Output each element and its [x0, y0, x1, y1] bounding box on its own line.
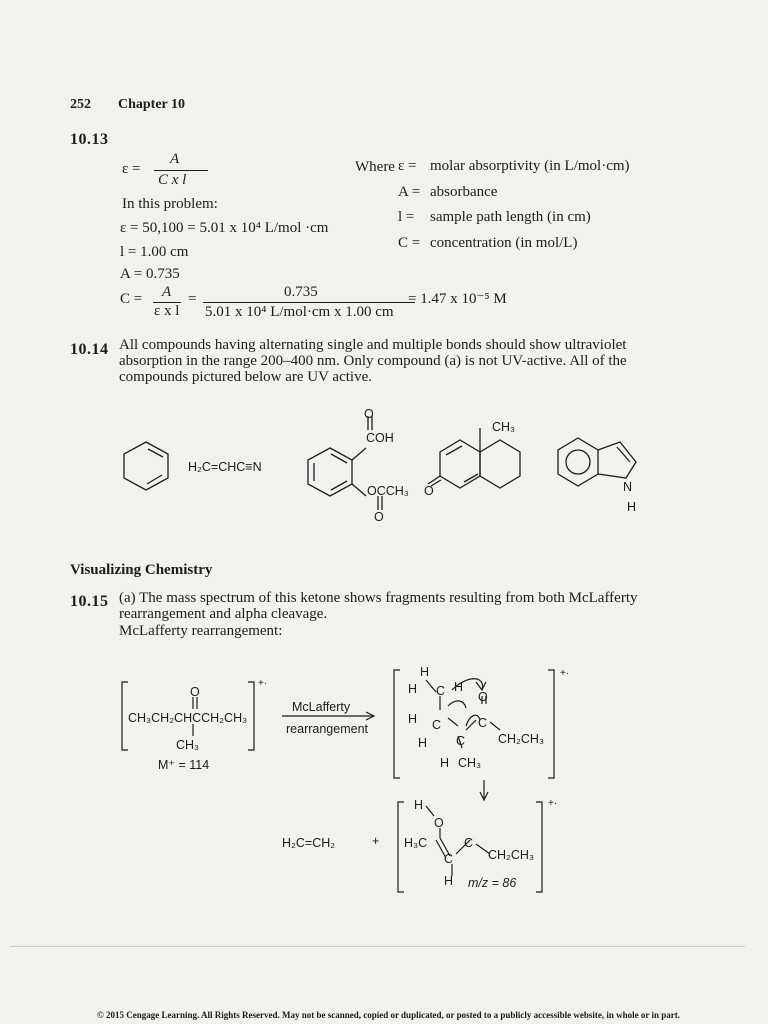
- intermediate-h: H: [408, 712, 418, 726]
- bicyclic-ketone-structure: [428, 428, 520, 488]
- fraction-denominator: C x l: [158, 172, 187, 188]
- product-charge: +·: [548, 798, 558, 809]
- page-number: 252: [70, 97, 91, 112]
- intermediate-o: O: [478, 690, 488, 704]
- fraction-numerator: A: [170, 151, 180, 167]
- acetoxy-label: OCCH₃: [367, 484, 409, 498]
- ethylene-label: H₂C=CH₂: [282, 836, 336, 850]
- calc-equals: =: [188, 291, 197, 307]
- plus-sign: +: [372, 834, 380, 848]
- def-symbol: ε =: [398, 158, 417, 174]
- calc-numerator: A: [162, 284, 172, 300]
- where-label: Where: [355, 159, 395, 175]
- enol-carbon: C: [444, 852, 454, 866]
- cyclohexadiene-structure: [124, 442, 168, 490]
- problem-line: A = 0.735: [120, 266, 180, 282]
- def-text: molar absorptivity (in L/mol·cm): [430, 158, 630, 174]
- def-text: sample path length (in cm): [430, 209, 591, 225]
- ketone-oxygen: O: [424, 484, 434, 498]
- intermediate-charge: +·: [560, 668, 570, 679]
- carboxylic-acid-label: COH: [366, 431, 394, 445]
- acrylonitrile-label: H₂C=CHC≡N: [188, 460, 262, 474]
- mclafferty-scheme: [0, 640, 768, 900]
- intermediate-h: H: [420, 665, 430, 679]
- acetoxy-oxygen: O: [374, 510, 384, 524]
- problem-10-14-text: All compounds having alternating single and multiple bonds should show ultraviolet absorption in the range 200–400 nm. Only compound (a) is not UV-active. All of the compounds pictured below are UV active.: [119, 337, 627, 385]
- problem-line: ε = 50,100 = 5.01 x 10⁴ L/mol ·cm: [120, 220, 329, 236]
- ketone-methyl-label: CH₃: [176, 738, 200, 752]
- calc-fraction-line-2: [203, 302, 415, 303]
- calc-result: = 1.47 x 10⁻⁵ M: [408, 291, 507, 307]
- problem-number-10-13: 10.13: [70, 131, 109, 148]
- enol-methyl: H₃C: [404, 836, 428, 850]
- enol-h: H: [444, 874, 454, 888]
- arrow-label-mclafferty: McLafferty: [292, 700, 351, 714]
- intermediate-ethyl: CH₂CH₃: [498, 732, 545, 746]
- problem-number-10-14: 10.14: [70, 341, 109, 358]
- enol-carbon: C: [464, 836, 474, 850]
- intermediate-methyl: CH₃: [458, 756, 482, 770]
- mass-to-charge: m/z = 86: [468, 876, 517, 890]
- problem-10-15-text: (a) The mass spectrum of this ketone shows fragments resulting from both McLafferty rearrangement and alpha cleavage.: [119, 590, 638, 622]
- enol-oxygen: O: [434, 816, 444, 830]
- intermediate-h: H: [454, 680, 464, 694]
- calc-denominator-value: 5.01 x 10⁴ L/mol·cm x 1.00 cm: [205, 304, 394, 320]
- calc-numerator-value: 0.735: [284, 284, 318, 300]
- ketone-oxygen-label: O: [190, 685, 200, 699]
- indole-nitrogen: N: [623, 480, 633, 494]
- def-symbol: l =: [398, 209, 415, 225]
- intermediate-c: C: [432, 718, 442, 732]
- def-text: absorbance: [430, 184, 498, 200]
- copyright-footer: © 2015 Cengage Learning. All Rights Reserved. May not be scanned, copied or duplicated, or posted to a publicly accessible website, in whole or in part.: [97, 1010, 680, 1020]
- epsilon-symbol: ε =: [122, 161, 141, 177]
- methyl-label: CH₃: [492, 420, 516, 434]
- calc-denominator: ε x l: [154, 303, 180, 319]
- intermediate-c: C: [436, 684, 446, 698]
- enol-ethyl: CH₂CH₃: [488, 848, 535, 862]
- mclafferty-subheading: McLafferty rearrangement:: [119, 623, 283, 639]
- problem-number-10-15: 10.15: [70, 593, 109, 610]
- section-heading: Visualizing Chemistry: [70, 562, 213, 578]
- indole-structure: [558, 438, 636, 486]
- problem-line: l = 1.00 cm: [120, 244, 189, 260]
- ketone-chain-label: CH₃CH₂CHCCH₂CH₃: [128, 711, 248, 725]
- intermediate-h: H: [440, 756, 450, 770]
- molecular-ion-label: M⁺ = 114: [158, 758, 210, 772]
- arrow-label-rearrangement: rearrangement: [286, 722, 368, 736]
- calc-lhs: C =: [120, 291, 143, 307]
- page-divider: [10, 946, 745, 947]
- def-symbol: A =: [398, 184, 421, 200]
- radical-cation-charge: +·: [258, 678, 268, 689]
- chapter-title: Chapter 10: [118, 97, 186, 112]
- fraction-line: [154, 170, 208, 171]
- enol-h: H: [414, 798, 424, 812]
- intermediate-h: H: [408, 682, 418, 696]
- intermediate-c: C: [456, 734, 466, 748]
- def-text: concentration (in mol/L): [430, 235, 578, 251]
- intermediate-c: C: [478, 716, 488, 730]
- carbonyl-oxygen: O: [364, 407, 374, 421]
- def-symbol: C =: [398, 235, 421, 251]
- indole-hydrogen: H: [627, 500, 637, 514]
- intermediate-h: H: [418, 736, 428, 750]
- problem-line: In this problem:: [122, 196, 218, 212]
- uv-active-structures: [0, 400, 768, 540]
